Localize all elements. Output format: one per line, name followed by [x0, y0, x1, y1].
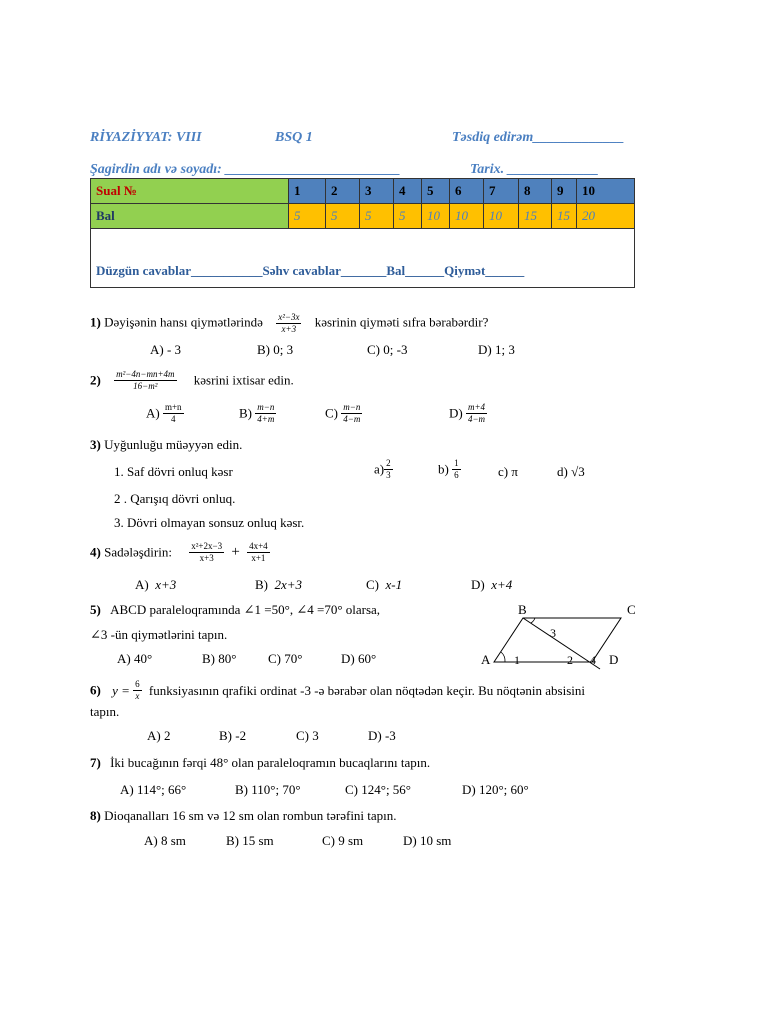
q3-item-3: 3. Dövri olmayan sonsuz onluq kəsr. — [114, 515, 305, 530]
question-number: 3) — [90, 437, 101, 452]
question-text: Uyğunluğu müəyyən edin. — [104, 437, 243, 452]
angle-3-label: 3 — [550, 626, 556, 640]
test-code: BSQ 1 — [275, 130, 313, 145]
q8-option-d: D) 10 sm — [403, 833, 452, 848]
q6-option-a: A) 2 — [147, 728, 171, 743]
q2-option-d: D) $\frac{m+4}{4-m}$ — [449, 402, 486, 424]
points-row — [91, 204, 635, 229]
q5-option-d: D) 60° — [341, 651, 377, 666]
results-footer: Düzgün cavablar___________Səhv cavablar_______Bal______Qiymət______ — [91, 229, 635, 288]
fraction: $\frac{\text{x²−3x}}{x+3}$ — [278, 312, 300, 334]
fraction: $\frac{\text{m²−4n−mn+4m}}{\text{16−m²}}$ — [116, 369, 175, 391]
row-label-bal: Bal — [91, 204, 289, 229]
number-cell: 9 — [552, 179, 577, 204]
angle-1-label: 1 — [514, 653, 520, 667]
question-text: Dəyişənin hansı qiymətlərində — [104, 314, 263, 330]
question-text: funksiyasının qrafiki ordinat -3 -ə bərabər olan nöqtədən keçir. Bu nöqtənin absisini — [148, 682, 585, 698]
row-label-sual: Sual № — [91, 179, 289, 204]
q7-option-b: B) 110°; 70° — [235, 782, 301, 797]
question-text: Sadələşdirin: — [104, 544, 172, 560]
number-cell: 5 — [422, 179, 450, 204]
question-number: 6) — [90, 682, 101, 698]
function-y: y = — [112, 682, 130, 698]
q5-text-line-2: ∠3 -ün qiymətlərini tapın. — [90, 627, 228, 642]
q6-option-d: D) -3 — [368, 728, 396, 743]
question-text: ABCD paraleloqramında ∠1 =50°, ∠4 =70° olarsa, — [110, 602, 381, 617]
q8-option-c: C) 9 sm — [322, 833, 364, 848]
q8-option-a: A) 8 sm — [144, 833, 186, 848]
q6-option-b: B) -2 — [219, 728, 247, 743]
fraction: $\frac{\text{x²+2x−3}}{x+3}$ — [191, 541, 223, 563]
vertex-b-label: B — [518, 602, 527, 617]
points-cell: 5 — [326, 204, 360, 229]
q3-option-a: a) $\frac{2}{3}$ — [374, 458, 391, 480]
question-4 — [90, 541, 270, 564]
points-cell: 10 — [484, 204, 519, 229]
question-text: İki bucağının fərqi 48° olan paraleloqramın bucaqlarını tapın. — [110, 755, 431, 770]
question-7 — [90, 755, 430, 771]
fraction: $\frac{6}{x}$ — [135, 679, 140, 701]
number-cell: 7 — [484, 179, 519, 204]
student-name-line: Şagirdin adı və soyadı: _________________________ — [90, 162, 401, 177]
fraction: $\frac{4x+4}{x+1}$ — [249, 541, 268, 563]
q3-option-b: b) $\frac{1}{6}$ — [438, 458, 459, 480]
q5-option-a: A) 40° — [117, 651, 153, 666]
q3-option-c: c) π — [498, 464, 518, 479]
parallelogram-figure — [470, 596, 650, 676]
q4-option-a: A) x+3 — [135, 577, 177, 592]
q1-option-b: B) 0; 3 — [257, 342, 294, 357]
points-cell: 20 — [577, 204, 635, 229]
number-cell: 4 — [394, 179, 422, 204]
vertex-d-label: D — [609, 652, 619, 667]
question-number-row — [91, 179, 635, 204]
q2-option-a: A) $\frac{m+n}{4}$ — [146, 402, 182, 424]
q3-item-2: 2 . Qarışıq dövri onluq. — [114, 491, 236, 506]
subject-title: RİYAZİYYAT: VIII — [90, 130, 202, 145]
question-8 — [90, 808, 397, 824]
angle-4-label: 4 — [590, 653, 596, 667]
question-3 — [90, 437, 242, 453]
q1-option-a: A) - 3 — [150, 342, 182, 357]
q7-option-a: A) 114°; 66° — [120, 782, 187, 797]
q5-option-c: C) 70° — [268, 651, 303, 666]
q3-option-d: d) √3 — [557, 464, 585, 479]
q8-option-b: B) 15 sm — [226, 833, 274, 848]
question-5 — [90, 602, 380, 618]
question-1 — [90, 312, 488, 335]
question-6 — [90, 679, 585, 702]
points-cell: 5 — [394, 204, 422, 229]
number-cell: 8 — [519, 179, 552, 204]
points-cell: 15 — [552, 204, 577, 229]
q6-text-line-2: tapın. — [90, 704, 120, 719]
score-table — [90, 178, 635, 288]
date-line: Tarix. _____________ — [470, 162, 599, 177]
number-cell: 1 — [289, 179, 326, 204]
question-number: 1) — [90, 314, 101, 330]
question-number: 5) — [90, 602, 101, 617]
question-2 — [90, 369, 294, 392]
points-cell: 5 — [289, 204, 326, 229]
question-number: 2) — [90, 372, 101, 388]
question-text: Dioqanalları 16 sm və 12 sm olan rombun tərəfini tapın. — [104, 808, 397, 823]
vertex-c-label: C — [627, 602, 636, 617]
points-cell: 5 — [360, 204, 394, 229]
points-cell: 10 — [450, 204, 484, 229]
question-number: 8) — [90, 808, 101, 823]
q1-option-c: C) 0; -3 — [367, 342, 408, 357]
points-cell: 15 — [519, 204, 552, 229]
q2-option-c: C) $\frac{m-n}{4-m}$ — [325, 402, 361, 424]
number-cell: 3 — [360, 179, 394, 204]
number-cell: 6 — [450, 179, 484, 204]
q2-option-b: B) $\frac{m-n}{4+m}$ — [239, 402, 275, 424]
results-row — [91, 229, 635, 288]
question-text: kəsrinin qiyməti sıfra bərabərdir? — [314, 314, 489, 330]
q3-item-1: 1. Saf dövri onluq kəsr — [114, 464, 233, 479]
q7-option-d: D) 120°; 60° — [462, 782, 529, 797]
approval-line: Təsdiq edirəm_____________ — [452, 130, 625, 145]
number-cell: 10 — [577, 179, 635, 204]
question-text: kəsrini ixtisar edin. — [193, 372, 294, 388]
q4-option-c: C) x-1 — [366, 577, 403, 592]
plus-sign: + — [231, 544, 240, 560]
question-number: 7) — [90, 755, 101, 770]
angle-2-label: 2 — [567, 653, 573, 667]
q6-option-c: C) 3 — [296, 728, 319, 743]
q5-option-b: B) 80° — [202, 651, 237, 666]
vertex-a-label: A — [481, 652, 491, 667]
q1-option-d: D) 1; 3 — [478, 342, 515, 357]
q4-option-d: D) x+4 — [471, 577, 513, 592]
points-cell: 10 — [422, 204, 450, 229]
number-cell: 2 — [326, 179, 360, 204]
q4-option-b: B) 2x+3 — [255, 577, 303, 592]
question-number: 4) — [90, 544, 101, 560]
q7-option-c: C) 124°; 56° — [345, 782, 412, 797]
